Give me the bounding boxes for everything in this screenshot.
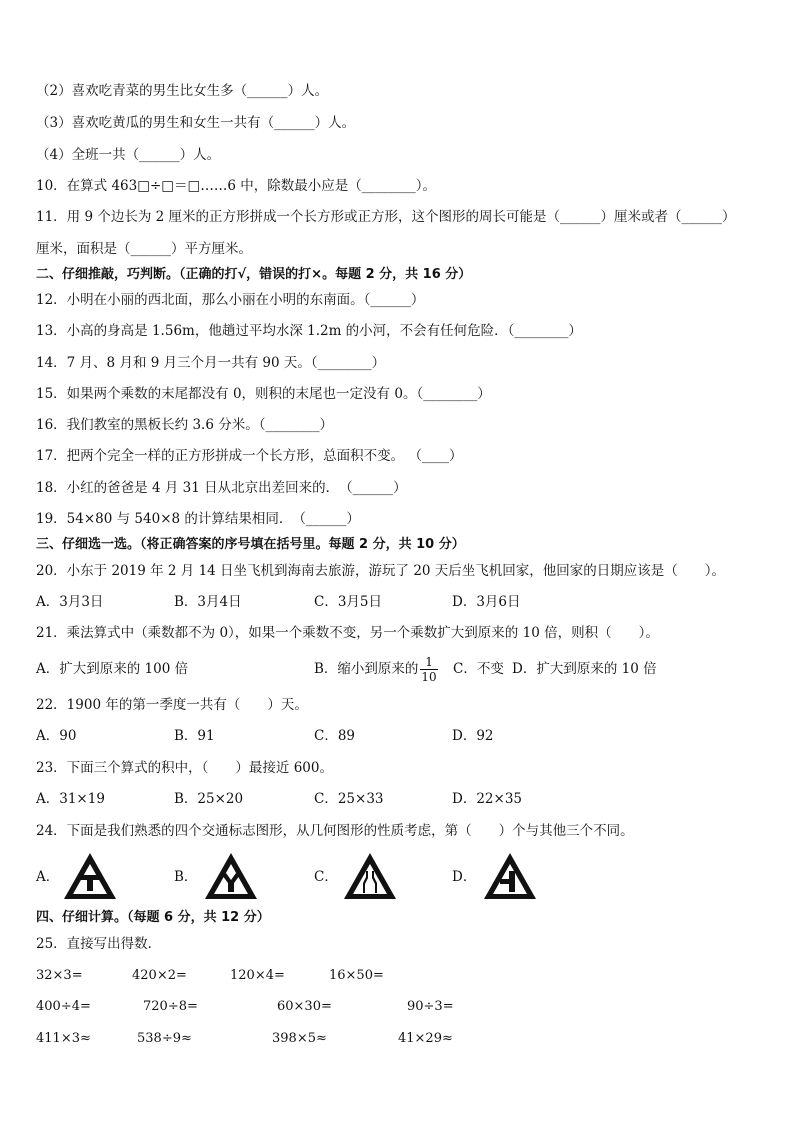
calc-r3-c4: 41×29≈	[398, 1031, 453, 1046]
q22-option-d: D．92	[452, 728, 494, 744]
calc-r1-c2: 420×2=	[132, 968, 187, 983]
q21-option-b-label: B．缩小到原来的	[314, 661, 419, 677]
q24-option-a-label: A．	[36, 869, 60, 885]
calc-r1-c3: 120×4=	[230, 968, 285, 983]
question-23: 23．下面三个算式的积中，（ ）最接近 600。	[36, 760, 333, 776]
question-16: 16．我们教室的黑板长约 3.6 分米。（________）	[36, 417, 333, 433]
section-3-heading: 三、仔细选一选。（将正确答案的序号填在括号里。每题 2 分，共 10 分）	[36, 537, 465, 552]
q22-option-c: C．89	[314, 728, 356, 744]
fraction-one-tenth	[420, 655, 437, 684]
calc-r2-c3: 60×30=	[277, 999, 332, 1014]
calc-r2-c4: 90÷3=	[407, 999, 454, 1014]
q23-option-a: A．31×19	[36, 791, 105, 807]
q20-option-b: B．3月4日	[174, 594, 242, 610]
road-narrows-sign-icon	[342, 851, 398, 901]
question-12: 12．小明在小丽的西北面，那么小丽在小明的东南面。（______）	[36, 292, 425, 308]
q22-option-b: B．91	[174, 728, 215, 744]
question-17: 17．把两个完全一样的正方形拼成一个长方形，总面积不变。 （____）	[36, 448, 463, 464]
calc-r3-c3: 398×5≈	[272, 1031, 327, 1046]
q23-option-d: D．22×35	[452, 791, 522, 807]
q24-option-b-label: B．	[174, 869, 198, 885]
calc-r3-c2: 538÷9≈	[137, 1031, 192, 1046]
q22-option-a: A．90	[36, 728, 77, 744]
question-15: 15．如果两个乘数的末尾都没有 0，则积的末尾也一定没有 0。（________）	[36, 386, 491, 402]
q21-option-d: D．扩大到原来的 10 倍	[512, 661, 657, 677]
question-3: （3）喜欢吃黄瓜的男生和女生一共有（______）人。	[36, 115, 356, 131]
calc-r2-c2: 720÷8=	[143, 999, 198, 1014]
question-4: （4）全班一共（______）人。	[36, 147, 221, 163]
fraction-denominator: 10	[421, 670, 437, 684]
t-junction-sign-icon	[62, 851, 118, 901]
question-20: 20．小东于 2019 年 2 月 14 日坐飞机到海南去旅游，游玩了 20 天后坐飞机回家，他回家的日期应该是（ ）。	[36, 563, 726, 579]
question-18: 18．小红的爸爸是 4 月 31 日从北京出差回来的． （______）	[36, 480, 407, 496]
calc-r2-c1: 400÷4=	[36, 999, 91, 1014]
q21-option-c: C．不变	[453, 661, 504, 677]
question-24: 24．下面是我们熟悉的四个交通标志图形，从几何图形的性质考虑，第（ ）个与其他三个不同。	[36, 823, 634, 839]
question-21: 21．乘法算式中（乘数都不为 0），如果一个乘数不变，另一个乘数扩大到原来的 10 倍，则积（ ）。	[36, 625, 659, 641]
y-junction-sign-icon	[203, 851, 259, 901]
question-25: 25．直接写出得数．	[36, 936, 162, 952]
question-11: 11．用 9 个边长为 2 厘米的正方形拼成一个长方形或正方形，这个图形的周长可能是（______）厘米或者（______）	[36, 209, 736, 225]
question-2: （2）喜欢吃青菜的男生比女生多（______）人。	[36, 83, 329, 99]
fraction-numerator: 1	[420, 655, 437, 670]
question-10: 10．在算式 463□÷□＝□……6 中，除数最小应是（________）。	[36, 178, 436, 194]
section-2-heading: 二、仔细推敲，巧判断。（正确的打√，错误的打×。每题 2 分，共 16 分）	[36, 267, 472, 282]
q21-option-b	[314, 650, 440, 688]
q23-option-b: B．25×20	[174, 791, 244, 807]
question-13: 13．小高的身高是 1.56m，他趟过平均水深 1.2m 的小河，不会有任何危险．（________）	[36, 323, 582, 339]
calc-r1-c1: 32×3=	[36, 968, 83, 983]
side-road-sign-icon	[482, 851, 538, 901]
q21-option-a: A．扩大到原来的 100 倍	[36, 661, 189, 677]
question-19: 19．54×80 与 540×8 的计算结果相同． （______）	[36, 511, 360, 527]
question-14: 14．7 月、8 月和 9 月三个月一共有 90 天。（________）	[36, 355, 386, 371]
q20-option-a: A．3月3日	[36, 594, 104, 610]
q24-option-c-label: C．	[314, 869, 338, 885]
calc-r1-c4: 16×50=	[329, 968, 384, 983]
q20-option-c: C．3月5日	[314, 594, 383, 610]
question-22: 22．1900 年的第一季度一共有（ ）天。	[36, 697, 308, 713]
calc-r3-c1: 411×3≈	[36, 1031, 91, 1046]
question-11-continued: 厘米，面积是（______）平方厘米。	[36, 241, 252, 257]
q23-option-c: C．25×33	[314, 791, 384, 807]
q24-option-d-label: D．	[452, 869, 477, 885]
q20-option-d: D．3月6日	[452, 594, 521, 610]
section-4-heading: 四、仔细计算。（每题 6 分，共 12 分）	[36, 910, 270, 925]
